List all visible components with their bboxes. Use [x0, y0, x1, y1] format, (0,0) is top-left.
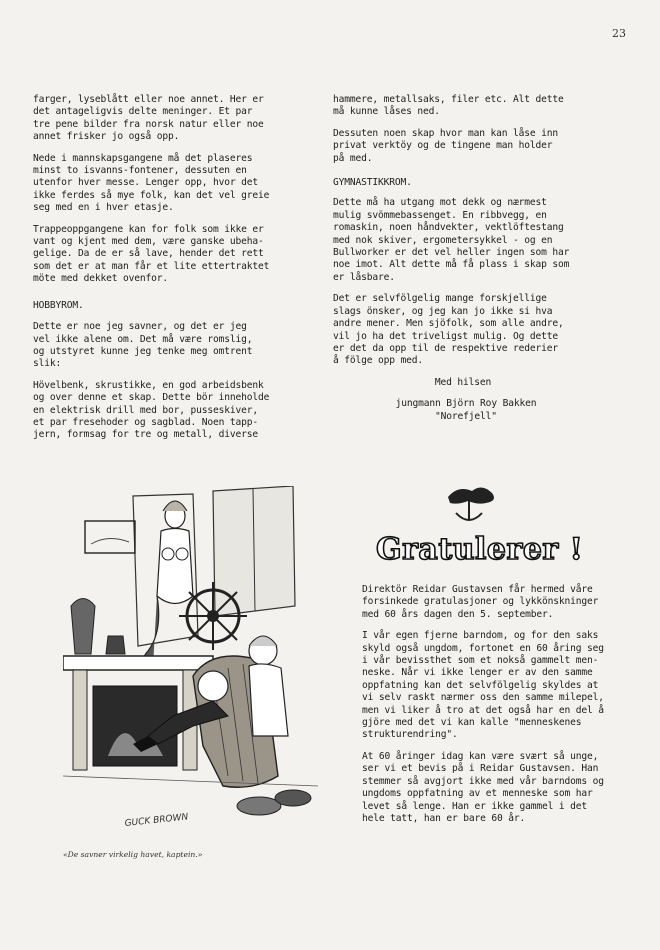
- gratulerer-article: [362, 584, 624, 834]
- signature: jungmann Björn Roy Bakken "Norefjell": [395, 398, 537, 422]
- paragraph: Trappeoppgangene kan for folk som ikke er vant og kjent med dem, være ganske ubeha- gelige. Da de er så lave, hender det rett som det er at man får et lite ettertraktet möte med dekket ovenfor.: [33, 223, 270, 285]
- paragraph: farger, lyseblått eller noe annet. Her er det antageligvis delte meninger. Et par tre pene bilder fra norsk natur eller noe annet frisker jo også opp.: [33, 94, 264, 143]
- gratulerer-title: Gratulerer !: [376, 532, 584, 567]
- left-column: [33, 94, 311, 451]
- paragraph: Nede i mannskapsgangene må det plaseres minst to isvanns-fontener, dessuten en utenfor hver messe. Lenger opp, hvor det ikke ferdes så mye folk, kan det vel greie seg med en i hver etasje.: [33, 152, 270, 214]
- paragraph: Hövelbenk, skrustikke, en god arbeidsbenk og over denne et skap. Dette bör inneholde en elektrisk drill med bor, pusseskiver, et par fresehoder og sagblad. Noen tapp- jern, formsag for tre og metall, diverse: [33, 379, 270, 441]
- paragraph: Dette må ha utgang mot dekk og nærmest mulig svömmebassenget. En ribbvegg, en romaskin, noen håndvekter, vektlöftestang med nok skiver, ergometersykkel - og en Bullworker er det vel heller ingen som har noe imot. Alt dette må få plass i skap som er låsbare.: [333, 197, 570, 283]
- cartoon-illustration: [63, 486, 318, 840]
- section-heading-hobbyrom: HOBBYROM.: [33, 299, 84, 311]
- anchor-with-tree-icon: [438, 483, 500, 525]
- cartoon-caption: «De savner virkelig havet, kaptein.»: [63, 850, 203, 859]
- paragraph: Direktör Reidar Gustavsen får hermed våre forsinkede gratulasjoner og lykkönskninger med 60 års dagen den 5. september.: [362, 584, 599, 620]
- paragraph: At 60 åringer idag kan være svært så unge, ser vi et bevis på i Reidar Gustavsen. Han stemmer så avgjort ikke med vår barndoms og ungdoms oppfatning av et menneske som har levet så lenge. Han er ikke gammel i det hele tatt, han er bare 60 år.: [362, 750, 604, 824]
- paragraph: Dessuten noen skap hvor man kan låse inn privat verktöy og de tingene man holder på med.: [333, 127, 559, 164]
- right-column: [333, 94, 613, 432]
- artist-signature: GUCK BROWN: [124, 812, 189, 829]
- paragraph: hammere, metallsaks, filer etc. Alt dette må kunne låses ned.: [333, 94, 564, 118]
- paragraph: Dette er noe jeg savner, og det er jeg vel ikke alene om. Det må være romslig, og utstyret kunne jeg tenke meg omtrent slik:: [33, 321, 253, 370]
- page-number: 23: [612, 27, 626, 40]
- section-heading-gymnastikkrom: GYMNASTIKKROM.: [333, 177, 412, 189]
- paragraph: Det er selvfölgelig mange forskjellige slags önsker, og jeg kan jo ikke si hva andre mener. Men sjöfolk, som alle andre, vil jo ha det triveligst mulig. Og dette er det da opp til de respektive rederier å fölge opp med.: [333, 293, 564, 367]
- greeting: Med hilsen: [434, 376, 492, 388]
- paragraph: I vår egen fjerne barndom, og for den saks skyld også ungdom, fortonet en 60 åring seg i vår bevissthet som et nokså gammelt men- neske. Når vi ikke lenger er av den samme oppfatning kan det selvfölgelig skyldes at vi selv raskt nærmer oss den samme milepel, men vi liker å tro at det også har en del å gjöre med det vi kan kalle "menneskenes strukturendring".: [362, 630, 604, 741]
